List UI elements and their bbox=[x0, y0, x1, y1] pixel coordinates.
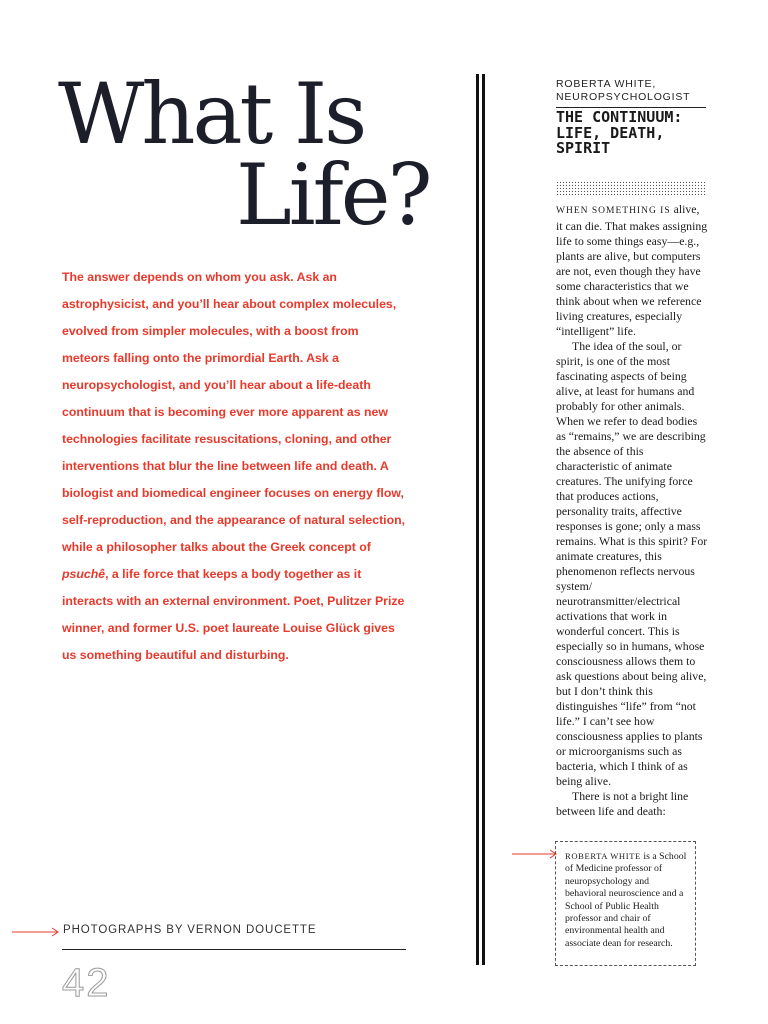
article-paragraph-1-text: alive, it can die. That makes assigning life to some things easy—e.g., plants are alive, but computers are not, even though they have some characteristics that we think about when we reference living creatures, especially “intelligent” life. bbox=[556, 202, 708, 338]
article-paragraph-1 bbox=[556, 202, 708, 339]
author-bio-box bbox=[555, 841, 696, 966]
credit-arrow-icon bbox=[12, 926, 60, 938]
bio-text: is a School of Medicine professor of neuropsychology and behavioral neuroscience and a School of Public Health professor and chair of environmental health and associate dean for research. bbox=[565, 851, 687, 949]
photo-credit: PHOTOGRAPHS BY VERNON DOUCETTE bbox=[63, 924, 317, 936]
article-lead-in: WHEN SOMETHING IS bbox=[556, 206, 671, 216]
sidebar-article bbox=[556, 202, 708, 819]
sidebar-headline: THE CONTINUUM: LIFE, DEATH, SPIRIT bbox=[556, 108, 683, 157]
intro-text-part-2: , a life force that keeps a body together as it interacts with an external environment. Poet, Pulitzer Prize winner, and former U.S. poet laureate Louise Glück gives us something beautiful and disturbing. bbox=[62, 567, 405, 662]
article-paragraph-2: The idea of the soul, or spirit, is one of the most fascinating aspects of being alive, at least for humans and probably for other animals. When we refer to dead bodies as “remains,” we are describing the absence of this characteristic of animate creatures. The unifying force that produces actions, personality traits, affective responses is gone; only a mass remains. What is this spirit? For animate creatures, this phenomenon reflects nervous system/ neurotransmitter/electrical activations that work in wonderful concert. This is especially so in humans, whose consciousness allows them to ask questions about being alive, but I don’t think this distinguishes “life” from “not life.” I can’t see how consciousness applies to plants or microorganisms such as bacteria, which I think of as being alive. bbox=[556, 339, 708, 788]
title-line-1: What Is bbox=[58, 65, 365, 163]
page-number: 42 bbox=[62, 961, 111, 1005]
intro-paragraph bbox=[62, 264, 408, 669]
column-divider bbox=[476, 74, 485, 965]
bio-arrow-icon bbox=[512, 848, 558, 860]
intro-italic-term: psuchê bbox=[62, 567, 106, 581]
credit-rule bbox=[62, 949, 406, 950]
intro-text-part-1: The answer depends on whom you ask. Ask an astrophysicist, and you’ll hear about complex molecules, evolved from simpler molecules, with a boost from meteors falling onto the primordial Earth. Ask a neuropsychologist, and you’ll hear about a life-death continuum that is becoming ever more apparent as new technologies facilitate resuscitations, cloning, and other interventions that blur the line between life and death. A biologist and biomedical engineer focuses on energy flow, self-reproduction, and the appearance of natural selection, while a philosopher talks about the Greek concept of bbox=[62, 270, 406, 554]
article-paragraph-3: There is not a bright line between life and death: bbox=[556, 789, 689, 818]
title-line-2: Life? bbox=[236, 146, 430, 244]
dot-pattern-divider bbox=[556, 181, 706, 195]
bio-name: ROBERTA WHITE bbox=[565, 851, 641, 861]
sidebar-byline: ROBERTA WHITE, NEUROPSYCHOLOGIST bbox=[556, 78, 691, 103]
